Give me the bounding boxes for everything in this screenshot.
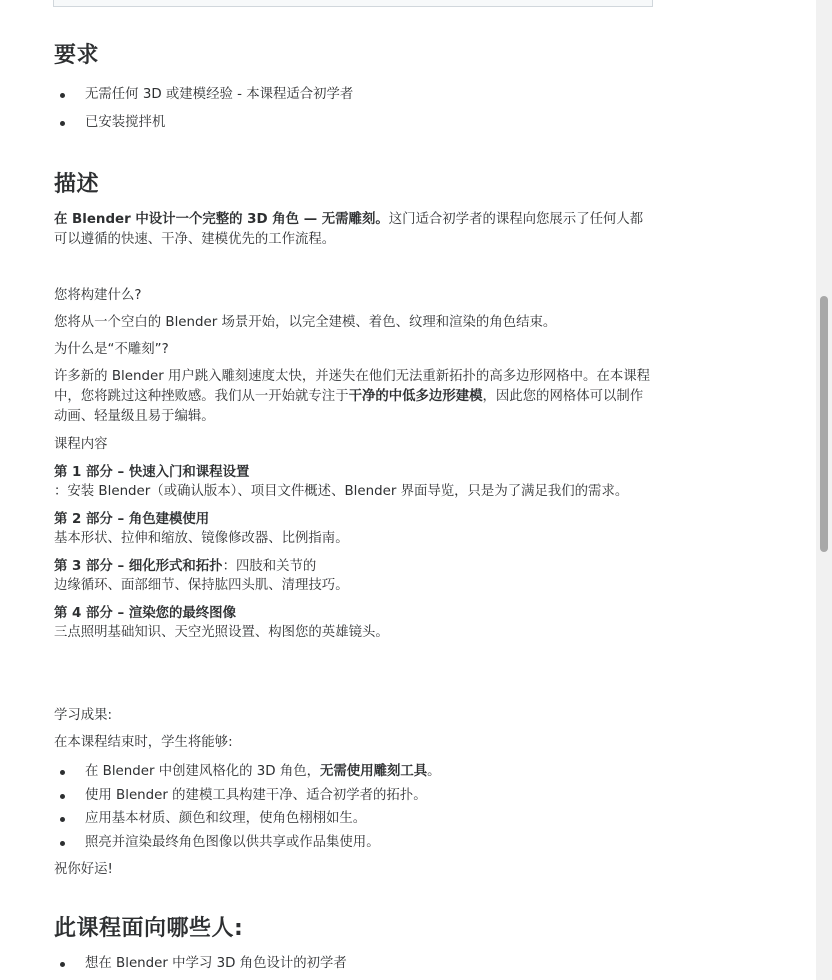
bullet-icon [60,121,65,126]
audience-heading: 此课程面向哪些人: [54,916,244,941]
requirements-heading: 要求 [54,43,100,68]
part-4-desc: 三点照明基础知识、天空光照设置、构图您的英雄镜头。 [54,625,389,640]
outcomes-intro: 在本课程结束时，学生将能够: [54,735,233,750]
part-4-title: 第 4 部分 – 渲染您的最终图像 [54,606,236,621]
previous-section-box [53,0,653,7]
answer-build: 您将从一个空白的 Blender 场景开始，以完全建模、着色、纹理和渲染的角色结束。 [54,315,557,330]
description-heading: 描述 [54,172,100,197]
part-2-desc: 基本形状、拉伸和缩放、镜像修改器、比例指南。 [54,531,349,546]
page-scrollbar[interactable] [816,0,832,980]
question-build: 您将构建什么? [54,288,142,303]
question-why: 为什么是“不雕刻”? [54,342,169,357]
scrollbar-thumb[interactable] [820,296,828,552]
bullet-icon [60,794,65,799]
bullet-icon [60,817,65,822]
part-1-desc: ：安装 Blender（或确认版本）、项目文件概述、Blender 界面导览，只是为了满足我们的需求。 [54,484,629,499]
bullet-icon [60,770,65,775]
bullet-icon [60,841,65,846]
bullet-icon [60,962,65,967]
part-3-desc: 边缘循环、面部细节、保持肱四头肌、清理技巧。 [54,578,349,593]
course-content-label: 课程内容 [54,437,108,452]
good-luck-text: 祝你好运! [54,862,113,877]
part-3-title: 第 3 部分 – 细化形式和拓扑：四肢和关节的 [54,559,317,574]
part-2-title: 第 2 部分 – 角色建模使用 [54,512,210,527]
part-1-title: 第 1 部分 – 快速入门和课程设置 [54,465,250,480]
bullet-icon [60,93,65,98]
answer-why: 许多新的 Blender 用户跳入雕刻速度太快，并迷失在他们无法重新拓扑的高多边形网格中。在本课程中，您将跳过这种挫败感。我们从一开始就专注于干净的中低多边形建模，因此您的网格体可以制作动画、轻量级且易于编辑。 [54,369,651,424]
description-intro: 在 Blender 中设计一个完整的 3D 角色 — 无需雕刻。这门适合初学者的课程向您展示了任何人都可以遵循的快速、干净、建模优先的工作流程。 [54,212,644,247]
outcomes-label: 学习成果: [54,708,113,723]
